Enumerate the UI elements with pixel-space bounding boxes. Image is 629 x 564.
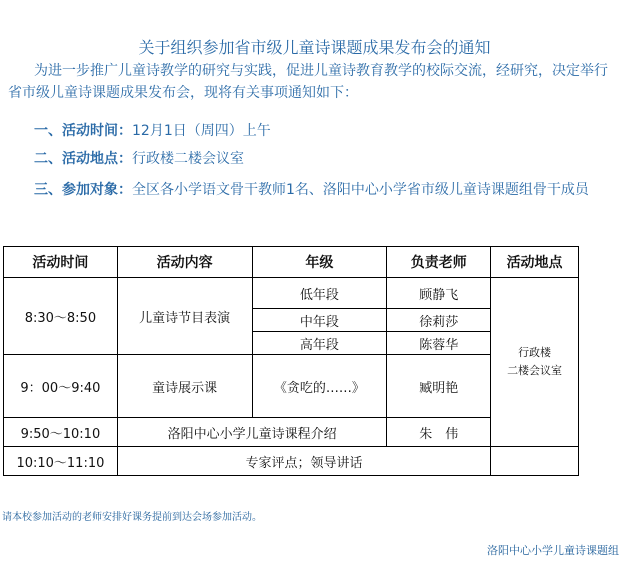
schedule-table (3, 246, 579, 476)
notice-title: 关于组织参加省市级儿童诗课题成果发布会的通知 (138, 38, 491, 57)
cell-content: 童诗展示课 (117, 355, 252, 418)
cell-teacher: 朱 伟 (387, 418, 491, 447)
header-time: 活动时间 (4, 247, 118, 278)
venue-line2: 二楼会议室 (507, 364, 563, 377)
cell-time: 9:50～10:10 (4, 418, 118, 447)
item-place-value: 行政楼二楼会议室 (132, 151, 244, 167)
cell-grade: 低年段 (252, 278, 387, 309)
header-teacher: 负责老师 (387, 247, 491, 278)
cell-teacher: 徐莉莎 (387, 309, 491, 332)
cell-content: 儿童诗节目表演 (117, 278, 252, 355)
cell-venue (491, 278, 579, 447)
header-content: 活动内容 (117, 247, 252, 278)
item-participants-value: 全区各小学语文骨干教师1名、洛阳中心小学省市级儿童诗课题组骨干成员 (132, 182, 589, 198)
item-time-label: 一、活动时间： (34, 123, 132, 139)
signature: 洛阳中心小学儿童诗课题组 (487, 544, 619, 557)
item-participants (34, 176, 614, 204)
cell-grade: 高年段 (252, 332, 387, 355)
cell-teacher: 顾静飞 (387, 278, 491, 309)
cell-content: 洛阳中心小学儿童诗课程介绍 (117, 418, 387, 447)
item-time (34, 120, 271, 140)
item-place (34, 148, 244, 168)
cell-time: 10:10～11:10 (4, 447, 118, 476)
intro-paragraph: 为进一步推广儿童诗教学的研究与实践，促进儿童诗教育教学的校际交流，经研究，决定举行省市级儿童诗课题成果发布会，现将有关事项通知如下： (8, 63, 608, 101)
header-venue: 活动地点 (491, 247, 579, 278)
table-header-row (4, 247, 579, 278)
footer-note: 请本校参加活动的老师安排好课务提前到达会场参加活动。 (2, 512, 262, 523)
header-grade: 年级 (252, 247, 387, 278)
cell-content: 专家评点；领导讲话 (117, 447, 490, 476)
table-row (4, 447, 579, 476)
cell-teacher: 臧明艳 (387, 355, 491, 418)
item-time-value: 12月1日（周四）上午 (132, 123, 271, 139)
venue-line1: 行政楼 (518, 346, 552, 359)
cell-venue-empty (491, 447, 579, 476)
cell-time: 8:30～8:50 (4, 278, 118, 355)
cell-grade: 中年段 (252, 309, 387, 332)
item-place-label: 二、活动地点： (34, 151, 132, 167)
table-row (4, 278, 579, 309)
item-participants-label: 三、参加对象： (34, 182, 132, 198)
cell-teacher: 陈蓉华 (387, 332, 491, 355)
cell-time: 9：00～9:40 (4, 355, 118, 418)
cell-grade: 《贪吃的……》 (252, 355, 387, 418)
